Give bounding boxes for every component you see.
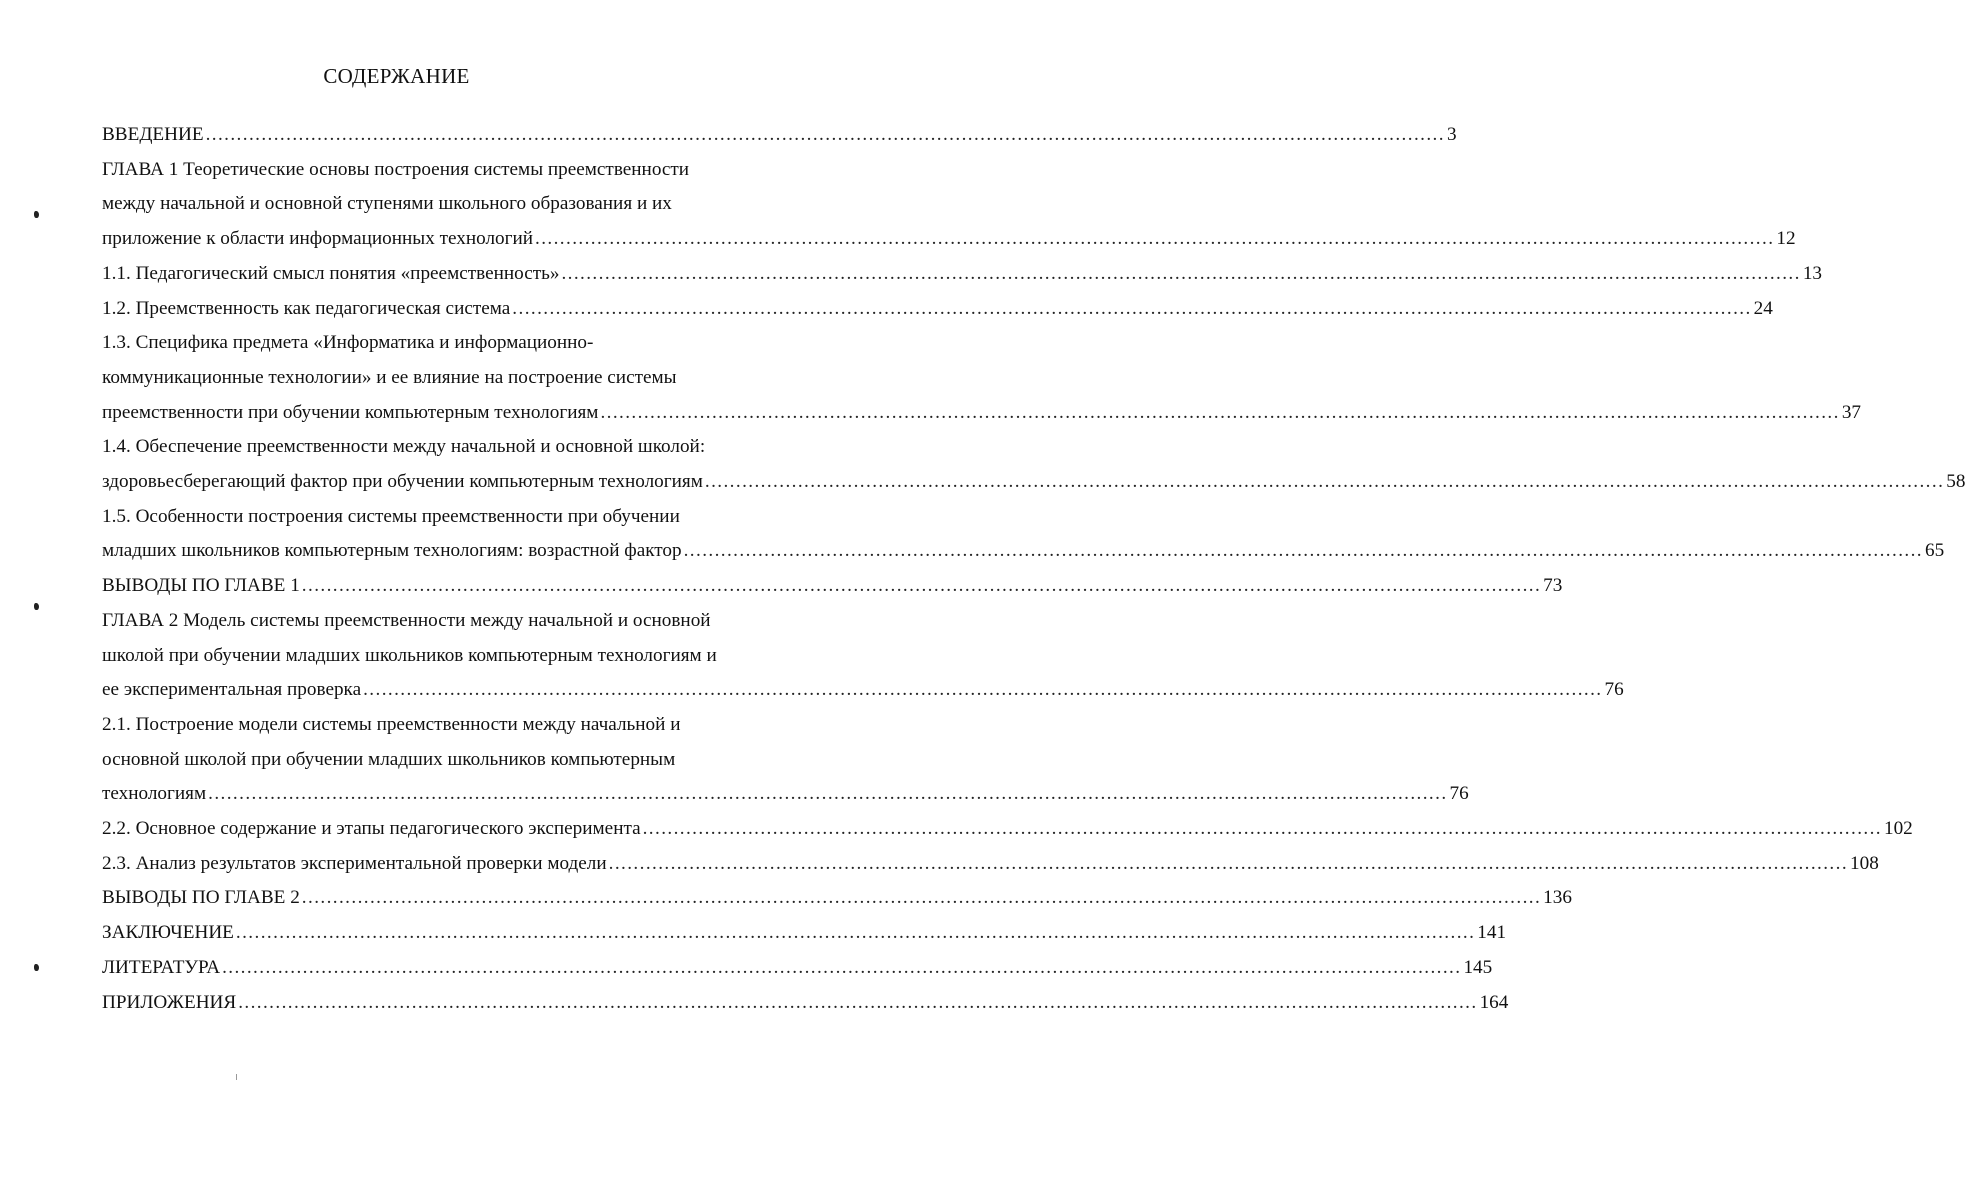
toc-entry[interactable] <box>102 118 1457 153</box>
toc-entry-leader-line <box>102 569 1563 604</box>
toc-entry-line: школой при обучении младших школьников компьютерным технологиям и <box>102 644 717 666</box>
page-number: 102 <box>1883 818 1913 840</box>
toc-entry[interactable] <box>102 604 1624 708</box>
scan-mark <box>34 603 39 610</box>
toc-entry-leader-line <box>102 118 1457 153</box>
toc-entry-text: ЗАКЛЮЧЕНИЕ <box>102 922 234 944</box>
page-title: СОДЕРЖАНИЕ <box>323 64 470 88</box>
page-number: 108 <box>1850 852 1879 874</box>
toc-entry-line: ГЛАВА 1 Теоретические основы построения системы преемственности <box>102 158 690 180</box>
toc-entry-leader-line <box>102 847 1879 882</box>
toc-entry-line: основной школой при обучении младших школьников компьютерным <box>102 748 676 770</box>
page-number: 24 <box>1753 297 1773 319</box>
toc-entry-leader-line <box>102 673 1624 708</box>
toc-entry-line: между начальной и основной ступенями школьного образования и их <box>102 193 672 215</box>
toc-entry-text: младших школьников компьютерным технологиям: возрастной фактор <box>102 540 682 562</box>
page-number: 12 <box>1776 228 1796 250</box>
toc-entry-line: коммуникационные технологии» и ее влияние на построение системы <box>102 366 677 388</box>
page-number: 73 <box>1543 575 1563 597</box>
toc-entry-text: 1.1. Педагогический смысл понятия «преемственность» <box>102 262 560 284</box>
page-number: 3 <box>1446 124 1457 145</box>
toc-entry-text: ПРИЛОЖЕНИЯ <box>102 991 237 1013</box>
dot-leader: ........................................................................................................................................................................................................ <box>208 783 1448 805</box>
toc-entry-leader-line <box>102 222 1796 257</box>
dot-leader: ........................................................................................................................................................................................................ <box>222 956 1462 978</box>
page-number: 37 <box>1841 401 1861 423</box>
dot-leader: ........................................................................................................................................................................................................ <box>535 228 1775 250</box>
toc-entry[interactable] <box>102 708 1469 812</box>
page-number: 58 <box>1946 471 1965 493</box>
dot-leader: ........................................................................................................................................................................................................ <box>642 818 1882 840</box>
page-number: 13 <box>1802 262 1822 284</box>
toc-entry[interactable] <box>102 951 1493 986</box>
toc-entry-text: здоровьесберегающий фактор при обучении компьютерным технологиям <box>102 471 703 493</box>
dot-leader: ........................................................................................................................................................................................................ <box>600 401 1840 423</box>
toc-entry-text: ВЫВОДЫ ПО ГЛАВЕ 1 <box>102 575 300 597</box>
toc-entry-text: 1.2. Преемственность как педагогическая система <box>102 297 511 319</box>
toc-entry[interactable] <box>102 986 1509 1021</box>
toc-entry[interactable] <box>102 292 1773 327</box>
toc-entry[interactable] <box>102 257 1822 292</box>
toc-entry[interactable] <box>102 881 1572 916</box>
toc-entry[interactable] <box>102 812 1913 847</box>
toc-entry-line: 2.1. Построение модели системы преемственности между начальной и <box>102 713 681 735</box>
dot-leader: ........................................................................................................................................................................................................ <box>301 575 1542 597</box>
toc-entry-leader-line <box>102 881 1572 916</box>
dot-leader: ........................................................................................................................................................................................................ <box>512 297 1752 319</box>
scan-speck <box>236 1074 237 1080</box>
toc-entry-leader-line <box>102 465 1965 500</box>
toc-entry-line: 1.3. Специфика предмета «Информатика и информационно- <box>102 332 594 354</box>
dot-leader: ........................................................................................................................................................................................................ <box>235 922 1476 944</box>
page-number: 136 <box>1543 887 1572 909</box>
toc-entry-leader-line <box>102 986 1509 1021</box>
dot-leader: ........................................................................................................................................................................................................ <box>704 471 1945 493</box>
toc-entry-line: 1.4. Обеспечение преемственности между начальной и основной школой: <box>102 436 706 458</box>
toc-entry-text: ВЫВОДЫ ПО ГЛАВЕ 2 <box>102 887 300 909</box>
toc-entry-text: ВВЕДЕНИЕ <box>102 124 204 145</box>
dot-leader: ........................................................................................................................................................................................................ <box>608 852 1849 874</box>
toc-entry-text: технологиям <box>102 783 207 805</box>
dot-leader: ........................................................................................................................................................................................................ <box>561 262 1801 284</box>
page-number: 145 <box>1463 956 1493 978</box>
page-number: 65 <box>1924 540 1945 562</box>
scan-mark <box>34 964 39 971</box>
toc-entry-leader-line <box>102 951 1493 986</box>
toc-entry-leader-line <box>102 534 1945 569</box>
toc-entry-text: 2.2. Основное содержание и этапы педагогического эксперимента <box>102 818 641 840</box>
toc-entry[interactable] <box>102 569 1563 604</box>
scan-mark <box>34 211 39 218</box>
toc-entry-leader-line <box>102 916 1507 951</box>
dot-leader: ........................................................................................................................................................................................................ <box>683 540 1923 562</box>
dot-leader: ........................................................................................................................................................................................................ <box>363 679 1603 701</box>
page-number: 141 <box>1477 922 1507 944</box>
page-number: 164 <box>1479 991 1509 1013</box>
page-number: 76 <box>1604 679 1624 701</box>
page-number: 76 <box>1449 783 1469 805</box>
toc-entry-leader-line <box>102 292 1773 327</box>
toc-entry-leader-line <box>102 777 1469 812</box>
toc-entry-text: ЛИТЕРАТУРА <box>102 956 221 978</box>
toc-entry[interactable] <box>102 847 1879 882</box>
toc-entry-leader-line <box>102 812 1913 847</box>
dot-leader: ........................................................................................................................................................................................................ <box>205 124 1445 145</box>
toc-entry-leader-line <box>102 396 1861 431</box>
toc-entry-line: ГЛАВА 2 Модель системы преемственности между начальной и основной <box>102 609 711 631</box>
toc-entry-text: 2.3. Анализ результатов экспериментальной проверки модели <box>102 852 607 874</box>
toc-entry[interactable] <box>102 916 1507 951</box>
toc-entry[interactable] <box>102 153 1796 257</box>
toc-entry-text: преемственности при обучении компьютерным технологиям <box>102 401 599 423</box>
dot-leader: ........................................................................................................................................................................................................ <box>301 887 1542 909</box>
toc-entry[interactable] <box>102 500 1945 569</box>
toc-entry-leader-line <box>102 257 1822 292</box>
table-of-contents <box>102 118 1965 1020</box>
dot-leader: ........................................................................................................................................................................................................ <box>238 991 1478 1013</box>
toc-entry[interactable] <box>102 430 1965 499</box>
toc-entry-line: 1.5. Особенности построения системы преемственности при обучении <box>102 505 680 527</box>
toc-entry[interactable] <box>102 326 1861 430</box>
toc-entry-text: приложение к области информационных технологий <box>102 228 534 250</box>
toc-entry-text: ее экспериментальная проверка <box>102 679 362 701</box>
